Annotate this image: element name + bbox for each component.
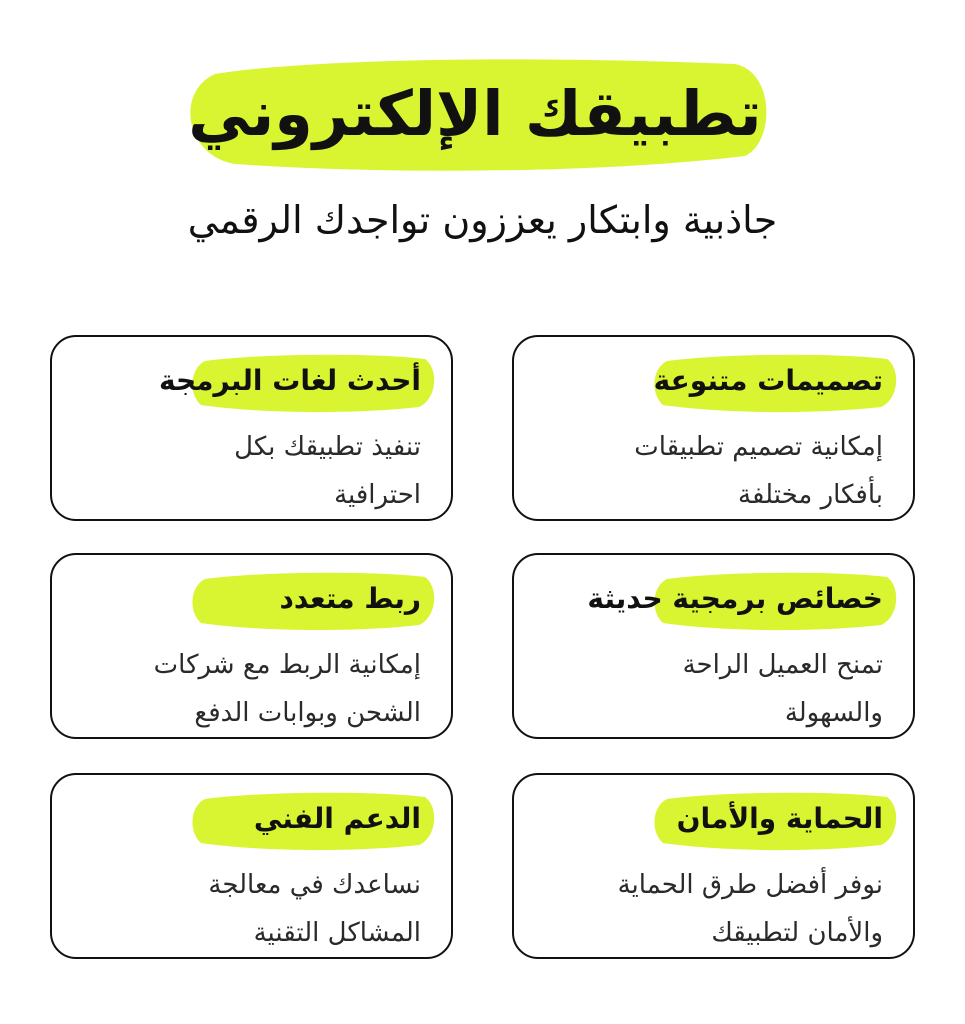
card-description-line: الشحن وبوابات الدفع [194,698,421,728]
feature-card-languages [50,335,453,521]
card-description [533,861,883,957]
card-title: خصائص برمجية حديثة [587,582,883,615]
page-title [175,52,775,176]
card-description-line: نساعدك في معالجة [208,870,421,900]
card-title: أحدث لغات البرمجة [158,364,421,397]
card-title: تصميمات متنوعة [653,364,883,397]
feature-card-security [512,773,915,959]
card-description-line: والسهولة [784,698,883,728]
card-description-line: تمنح العميل الراحة [682,650,883,680]
feature-card-support [50,773,453,959]
feature-card-designs [512,335,915,521]
card-description-line: إمكانية تصميم تطبيقات [634,432,883,462]
card-description [71,861,421,957]
card-title: الدعم الفني [253,802,421,835]
feature-card-modern-features [512,553,915,739]
subtitle: جاذبية وابتكار يعززون تواجدك الرقمي [187,198,778,242]
card-description [533,641,883,737]
card-description [533,423,883,519]
card-description [71,641,421,737]
card-title: ربط متعدد [279,582,421,615]
card-description-line: تنفيذ تطبيقك بكل [234,432,421,462]
card-description-line: والأمان لتطبيقك [711,918,883,948]
card-title: الحماية والأمان [676,802,883,835]
card-description-line: احترافية [334,480,421,510]
card-description-line: المشاكل التقنية [253,918,421,948]
feature-card-integrations [50,553,453,739]
card-description-line: نوفر أفضل طرق الحماية [617,870,883,900]
card-description-line: إمكانية الربط مع شركات [153,650,421,680]
card-description [71,423,421,519]
title-text: تطبيقك الإلكتروني [188,77,762,150]
card-description-line: بأفكار مختلفة [738,480,883,510]
